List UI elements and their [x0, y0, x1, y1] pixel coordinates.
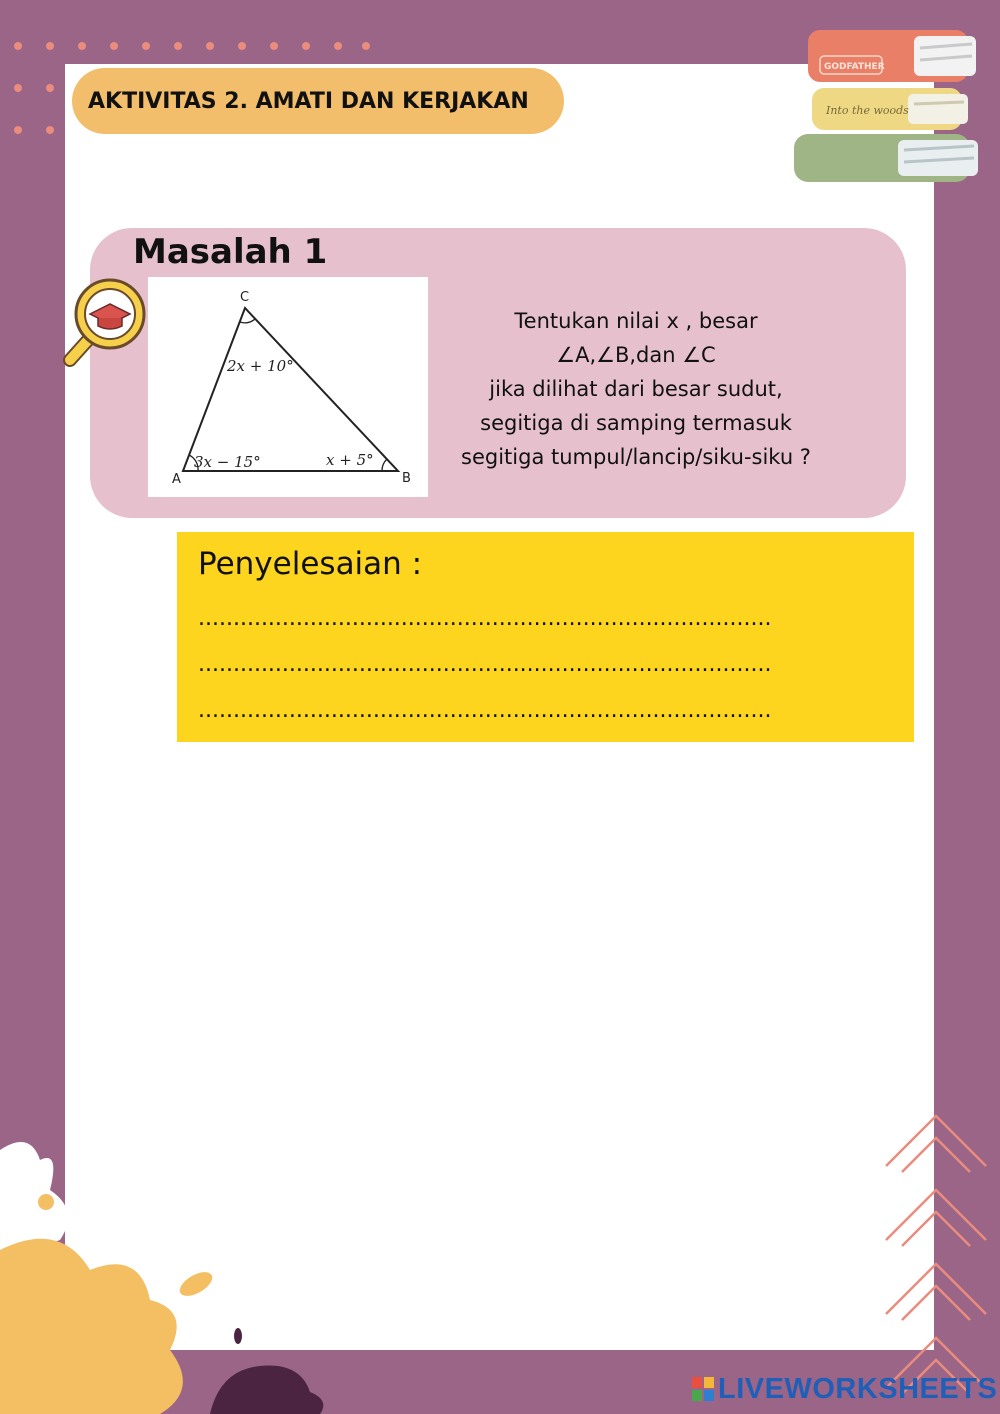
triangle-shape	[183, 308, 398, 471]
answer-label: Penyelesaian :	[198, 546, 423, 582]
angle-label-b: x + 5°	[326, 451, 374, 469]
question-line: ∠A,∠B,dan ∠C	[556, 343, 716, 367]
vertex-label-a: A	[172, 472, 181, 487]
angle-arc-b	[382, 459, 387, 471]
vertex-label-c: C	[240, 290, 250, 305]
answer-input-line[interactable]: ..................................................................................	[198, 652, 772, 677]
angle-label-a: 3x − 15°	[194, 453, 261, 471]
magnifier-graduation-icon	[48, 272, 158, 382]
answer-input-line[interactable]: ..................................................................................	[198, 606, 772, 631]
question-line: segitiga tumpul/lancip/siku-siku ?	[461, 445, 811, 469]
angle-label-c: 2x + 10°	[227, 357, 294, 375]
book-spine-title-2: Into the woods	[826, 104, 909, 117]
chevron-decoration-icon	[880, 1108, 990, 1414]
brand-name: LIVEWORKSHEETS	[718, 1372, 998, 1405]
liveworksheets-logo-icon	[692, 1377, 714, 1401]
question-line: jika dilihat dari besar sudut,	[489, 377, 783, 401]
angle-arc-c	[240, 319, 255, 323]
answer-box	[177, 532, 914, 742]
book-spine-title-1: GODFATHER	[824, 62, 885, 72]
question-line: Tentukan nilai x , besar	[514, 309, 758, 333]
problem-question	[436, 304, 836, 474]
books-stack-icon	[788, 22, 988, 192]
answer-input-line[interactable]: ..................................................................................	[198, 698, 772, 723]
paint-splash-decoration	[0, 1130, 340, 1414]
question-line: segitiga di samping termasuk	[480, 411, 792, 435]
liveworksheets-brand[interactable]	[692, 1372, 997, 1406]
activity-title: AKTIVITAS 2. AMATI DAN KERJAKAN	[72, 68, 564, 134]
problem-title: Masalah 1	[133, 232, 328, 272]
vertex-label-b: B	[402, 471, 411, 486]
triangle-figure	[148, 277, 428, 497]
